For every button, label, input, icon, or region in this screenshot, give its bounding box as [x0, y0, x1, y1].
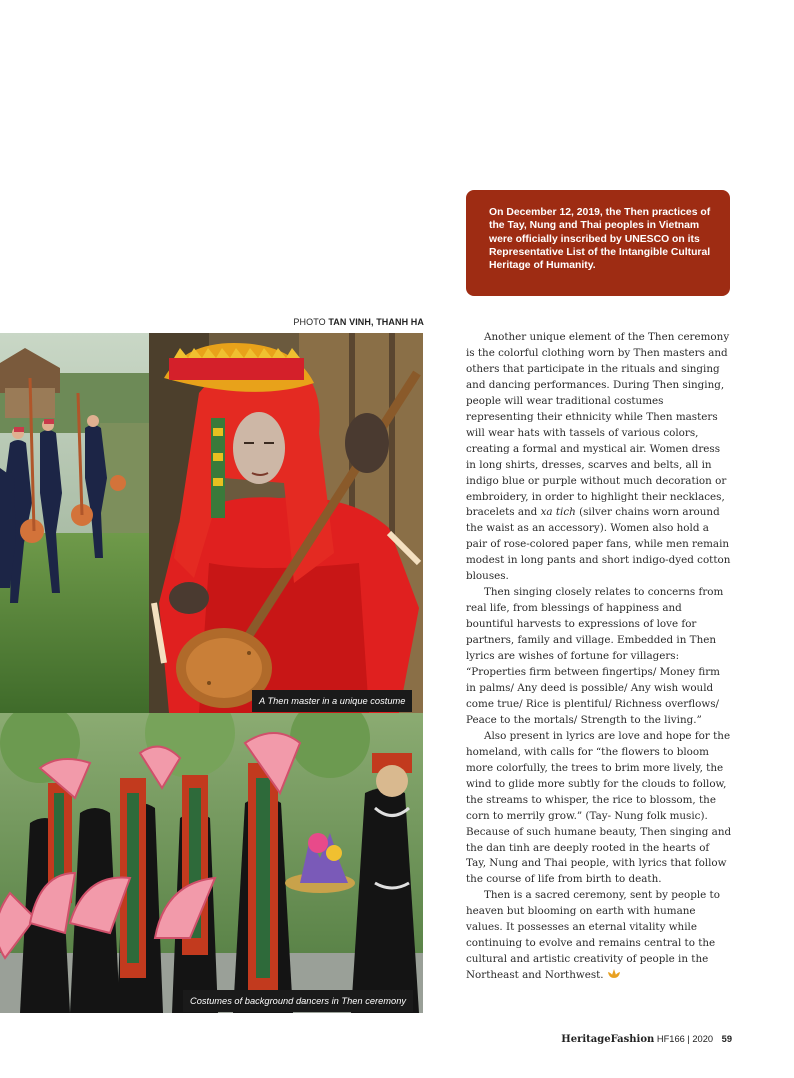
- photo-credit-names: TAN VINH, THANH HA: [328, 317, 424, 327]
- photo-outdoor-dancers: [0, 333, 149, 713]
- caption-background-dancers: Costumes of background dancers in Then ceremony: [183, 990, 413, 1012]
- article-paragraph-3: Also present in lyrics are love and hope for the homeland, with calls for “the flowers to bloom more colorfully, the trees to brim more lively, the wind to glide more subtly for the clouds to follow, the streams to whisper, the rice to blossom, the corn to merrily grow.” (Tay- Nung folk music). Because of such humane beauty, Then singing and the dan tinh are deeply rooted in the hearts of Tay, Nung and Thai people, with lyrics that follow the course of life from birth to death.: [466, 729, 732, 886]
- photo-then-master: [149, 333, 423, 713]
- paragraph-1-part-a: Another unique element of the Then ceremony is the colorful clothing worn by Then masters and others that participate in the rituals and singing and dancing performances. During Then singing, people will wear traditional costumes representing their ethnicity while Then masters will wear hats with tassels of various colors, creating a formal and mystical air. Women dress in long shirts, dresses, scarves and belts, all in indigo blue or purple without much decoration or embroidery, in order to highlight their necklaces, bracelets and: [466, 331, 730, 519]
- photo-credit-label: PHOTO: [293, 317, 326, 327]
- article-paragraph-4: [466, 888, 732, 984]
- paragraph-4-text: Then is a sacred ceremony, sent by people to heaven but blooming on earth with humane values. It possesses an eternal vitality while continuing to evolve and remains central to the cultural and artistic creativity of people in the Northeast and Northwest.: [466, 889, 720, 982]
- paragraph-1-part-b: (silver chains worn around the waist as an accessory). Women also hold a pair of rose-colored paper fans, while men remain modest in long pants and short indigo-dyed cotton blouses.: [466, 506, 731, 583]
- lotus-end-mark-icon: [607, 969, 621, 979]
- callout-text: On December 12, 2019, the Then practices of the Tay, Nung and Thai peoples in Vietnam were officially inscribed by UNESCO on its Representative List of the Intangible Cultural Heritage of Humanity.: [489, 207, 711, 272]
- page-number: 59: [721, 1034, 732, 1044]
- term-xa-tich: xa tich: [540, 506, 576, 519]
- article-paragraph-1: [466, 330, 732, 585]
- article-body: [466, 330, 732, 984]
- article-paragraph-2: Then singing closely relates to concerns from real life, from blessings of happiness and bountiful harvests to expressions of love for partners, family and village. Embedded in Then lyrics are wishes of fortune for villagers: “Properties firm between fingertips/ Money firm in palms/ Any deed is possible/ Any wish would come true/ Rice is plentiful/ Richness overflows/ Peace to the mortals/ Strength to the living.”: [466, 586, 724, 726]
- page-footer: [561, 1034, 732, 1045]
- footer-issue: HF166 | 2020: [656, 1034, 714, 1044]
- caption-then-master: A Then master in a unique costume: [252, 690, 412, 712]
- photo-background-dancers: [0, 713, 423, 1013]
- unesco-callout-box: [466, 190, 730, 296]
- footer-brand: HeritageFashion: [561, 1034, 655, 1045]
- photo-credit: [286, 317, 424, 327]
